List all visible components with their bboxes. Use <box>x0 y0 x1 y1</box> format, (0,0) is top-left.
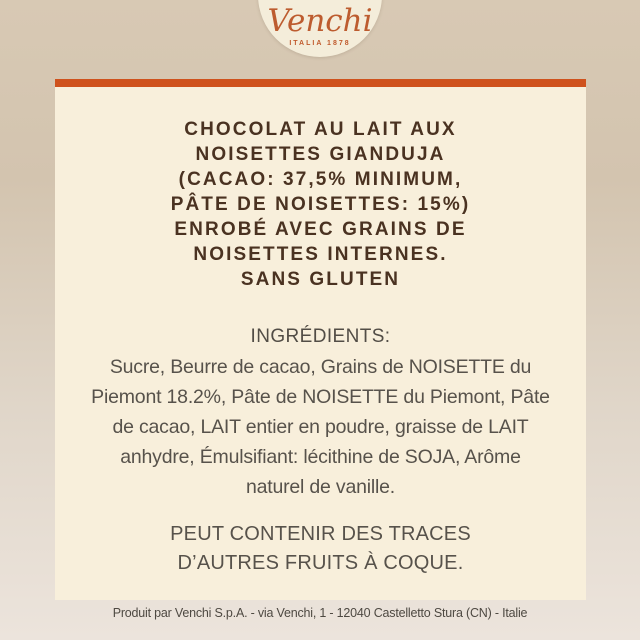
ingredients-line: Sucre, Beurre de cacao, Grains de NOISETTE du <box>109 356 532 378</box>
label-card <box>55 79 586 600</box>
ingredients-title: INGRÉDIENTS: <box>250 326 391 347</box>
ingredients-list <box>55 352 586 502</box>
allergen-notice <box>55 520 586 578</box>
allergen-notice-line: D’AUTRES FRUITS À COQUE. <box>177 552 464 574</box>
ingredients-line: Piemont 18.2%, Pâte de NOISETTE du Piemont, Pâte <box>91 386 550 408</box>
product-title-line: SANS GLUTEN <box>240 269 401 290</box>
ingredients-line: de cacao, LAIT entier en poudre, graisse de LAIT <box>112 416 529 438</box>
brand-tagline: ITALIA 1878 <box>289 40 351 47</box>
brand-name: Venchi <box>267 3 373 39</box>
product-title-line: NOISETTES GIANDUJA <box>195 144 446 165</box>
product-title-line: CHOCOLAT AU LAIT AUX <box>184 119 457 140</box>
product-title-line: PÂTE DE NOISETTES: 15%) <box>170 194 471 215</box>
producer-address: Produit par Venchi S.p.A. - via Venchi, 1 - 12040 Castelletto Stura (CN) - Italie <box>112 606 528 620</box>
product-title <box>55 117 586 292</box>
product-title-line: NOISETTES INTERNES. <box>193 244 448 265</box>
brand-logo <box>0 0 640 60</box>
product-title-line: (CACAO: 37,5% MINIMUM, <box>178 169 463 190</box>
product-title-line: ENROBÉ AVEC GRAINS DE <box>174 219 467 240</box>
ingredients-line: anhydre, Émulsifiant: lécithine de SOJA, Arôme <box>120 446 521 468</box>
allergen-notice-line: PEUT CONTENIR DES TRACES <box>170 523 471 545</box>
ingredients-line: naturel de vanille. <box>245 476 396 498</box>
